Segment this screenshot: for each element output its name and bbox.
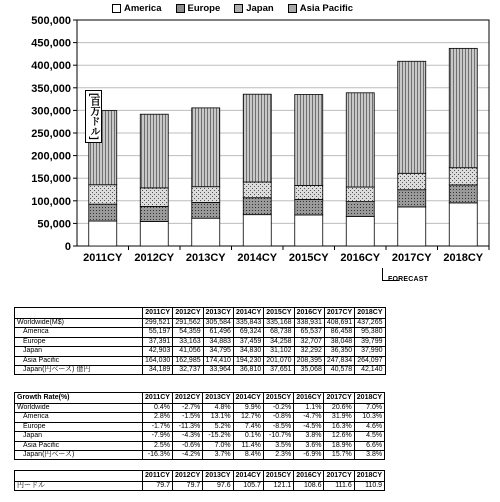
legend-item-america bbox=[112, 3, 162, 14]
table-row bbox=[15, 328, 386, 337]
table-cell: 69,324 bbox=[233, 328, 263, 337]
bar-segment-america bbox=[192, 218, 220, 246]
table-year-header: 2018CY bbox=[355, 308, 385, 319]
table-cell: 437,265 bbox=[355, 319, 385, 328]
table-year-header: 2014CY bbox=[233, 393, 263, 404]
table-cell: -6.9% bbox=[294, 451, 324, 460]
table-year-header: 2011CY bbox=[143, 393, 173, 404]
table-cell: 194,230 bbox=[233, 356, 263, 365]
table-cell: 34,795 bbox=[203, 347, 233, 356]
table-cell: -4.7% bbox=[294, 413, 324, 422]
table-cell: 408,691 bbox=[324, 319, 354, 328]
table-cell: 0.1% bbox=[233, 432, 263, 441]
table-cell: 8.4% bbox=[233, 451, 263, 460]
table-header-row bbox=[15, 471, 385, 482]
table-year-header: 2016CY bbox=[294, 308, 324, 319]
table-cell: 79.7 bbox=[173, 482, 203, 491]
y-tick-label: 50,000 bbox=[37, 218, 71, 231]
bar-segment-asia-pacific bbox=[398, 61, 426, 173]
table-cell: 338,931 bbox=[294, 319, 324, 328]
table-cell: 79.7 bbox=[143, 482, 173, 491]
table-header-label bbox=[15, 471, 143, 482]
y-tick-label: 400,000 bbox=[31, 60, 71, 73]
y-tick-label: 450,000 bbox=[31, 37, 71, 50]
table-row-label: America bbox=[15, 328, 143, 337]
table-row-label: Asia Pacific bbox=[15, 441, 143, 450]
x-tick-label: 2012CY bbox=[134, 252, 175, 264]
table-cell: 34,883 bbox=[203, 337, 233, 346]
table-cell: 4.5% bbox=[354, 432, 384, 441]
table-cell: 6.6% bbox=[354, 441, 384, 450]
bar-segment-japan bbox=[192, 187, 220, 203]
table-year-header: 2016CY bbox=[294, 393, 324, 404]
table-cell: -4.2% bbox=[173, 451, 203, 460]
table-year-header: 2018CY bbox=[354, 393, 384, 404]
table-cell: 1.1% bbox=[294, 404, 324, 413]
table-row-label: America bbox=[15, 413, 143, 422]
table-row-label: Japan bbox=[15, 347, 143, 356]
bar-segment-america bbox=[449, 203, 477, 246]
table-cell: 36,810 bbox=[233, 366, 263, 375]
table-cell: 42,903 bbox=[143, 347, 173, 356]
table-year-header: 2013CY bbox=[203, 393, 233, 404]
bar-segment-america bbox=[398, 207, 426, 246]
y-tick-label: 250,000 bbox=[31, 128, 71, 140]
table-year-header: 2015CY bbox=[263, 393, 293, 404]
table-year-header: 2016CY bbox=[294, 471, 324, 482]
legend-swatch-asia-pacific bbox=[288, 4, 297, 13]
bar-segment-america bbox=[243, 215, 271, 246]
table-cell: 35,068 bbox=[294, 366, 324, 375]
table-cell: 208,395 bbox=[294, 356, 324, 365]
table-year-header: 2017CY bbox=[324, 308, 354, 319]
table-cell: -8.5% bbox=[263, 422, 293, 431]
table-cell: 34,258 bbox=[264, 337, 294, 346]
table-cell: 37,459 bbox=[233, 337, 263, 346]
bar-segment-europe bbox=[140, 206, 168, 221]
table-cell: 54,359 bbox=[173, 328, 203, 337]
bar-segment-europe bbox=[192, 202, 220, 218]
table-row bbox=[15, 404, 385, 413]
table-year-header: 2013CY bbox=[203, 471, 233, 482]
bar-segment-asia-pacific bbox=[192, 108, 220, 187]
table-row bbox=[15, 432, 385, 441]
table-cell: 33,964 bbox=[203, 366, 233, 375]
table-cell: 55,197 bbox=[143, 328, 173, 337]
table-cell: 247,834 bbox=[324, 356, 354, 365]
table-row bbox=[15, 422, 385, 431]
table-cell: 33,163 bbox=[173, 337, 203, 346]
table-cell: 34,830 bbox=[233, 347, 263, 356]
bar-segment-asia-pacific bbox=[295, 95, 323, 186]
table-cell: 16.3% bbox=[324, 422, 354, 431]
table-cell: 7.4% bbox=[233, 422, 263, 431]
table-cell: 162,985 bbox=[173, 356, 203, 365]
table-cell: 3.8% bbox=[294, 432, 324, 441]
table-cell: 3.6% bbox=[294, 441, 324, 450]
bar-segment-europe bbox=[449, 185, 477, 203]
bar-segment-europe bbox=[243, 198, 271, 215]
table-cell: 335,168 bbox=[264, 319, 294, 328]
table-row-label: Japan bbox=[15, 432, 143, 441]
table-cell: 32,707 bbox=[294, 337, 324, 346]
table-cell: 174,410 bbox=[203, 356, 233, 365]
table-cell: 32,292 bbox=[294, 347, 324, 356]
table-cell: 105.7 bbox=[233, 482, 263, 491]
bar-segment-japan bbox=[449, 168, 477, 185]
table-row-label: Europe bbox=[15, 422, 143, 431]
table-cell: 108.6 bbox=[294, 482, 324, 491]
table-cell: 39,799 bbox=[355, 337, 385, 346]
table-cell: -10.7% bbox=[263, 432, 293, 441]
table-cell: 40,578 bbox=[324, 366, 354, 375]
table-cell: 86,458 bbox=[324, 328, 354, 337]
table-year-header: 2012CY bbox=[173, 393, 203, 404]
table-cell: 4.8% bbox=[203, 404, 233, 413]
table-cell: 32,737 bbox=[173, 366, 203, 375]
bar-segment-japan bbox=[346, 187, 374, 202]
x-tick-label: 2013CY bbox=[185, 252, 226, 264]
table-cell: 201,070 bbox=[264, 356, 294, 365]
table-cell: 335,843 bbox=[233, 319, 263, 328]
table-year-header: 2014CY bbox=[233, 471, 263, 482]
table-row-label: 円ードル bbox=[15, 482, 143, 491]
table-row bbox=[15, 451, 385, 460]
chart-legend bbox=[112, 1, 353, 15]
table-row-label: Japan(円ベース) 億円 bbox=[15, 366, 143, 375]
table-year-header: 2018CY bbox=[354, 471, 384, 482]
table-cell: 15.7% bbox=[324, 451, 354, 460]
table-cell: 37,651 bbox=[264, 366, 294, 375]
table-year-header: 2017CY bbox=[324, 393, 354, 404]
table-cell: 10.3% bbox=[354, 413, 384, 422]
table-cell: -4.5% bbox=[294, 422, 324, 431]
table-year-header: 2013CY bbox=[203, 308, 233, 319]
table-row-label: Asia Pacific bbox=[15, 356, 143, 365]
table-cell: 36,350 bbox=[324, 347, 354, 356]
table-row-label: Worldwide bbox=[15, 404, 143, 413]
legend-item-asia-pacific bbox=[288, 3, 353, 14]
legend-swatch-europe bbox=[176, 4, 185, 13]
y-axis-label-wrap bbox=[82, 90, 102, 290]
bar-segment-japan bbox=[243, 182, 271, 198]
table-cell: 3.7% bbox=[203, 451, 233, 460]
table-year-header: 2011CY bbox=[143, 308, 173, 319]
table-cell: 7.0% bbox=[203, 441, 233, 450]
table-cell: 164,030 bbox=[143, 356, 173, 365]
bar-segment-america bbox=[295, 215, 323, 246]
legend-swatch-japan bbox=[234, 4, 243, 13]
table-cell: 2.3% bbox=[263, 451, 293, 460]
y-tick-label: 300,000 bbox=[31, 105, 71, 118]
y-tick-label: 0 bbox=[64, 241, 71, 253]
table-cell: -7.9% bbox=[143, 432, 173, 441]
table-cell: 41,056 bbox=[173, 347, 203, 356]
table-cell: -0.8% bbox=[263, 413, 293, 422]
table-cell: -2.7% bbox=[173, 404, 203, 413]
table-year-header: 2015CY bbox=[264, 308, 294, 319]
x-tick-label: 2015CY bbox=[288, 252, 329, 264]
y-tick-label: 500,000 bbox=[31, 15, 71, 27]
table-cell: 3.5% bbox=[263, 441, 293, 450]
table-year-header: 2014CY bbox=[233, 308, 263, 319]
table-cell: 305,584 bbox=[203, 319, 233, 328]
legend-swatch-america bbox=[112, 4, 121, 13]
table-row bbox=[15, 482, 385, 491]
table-year-header: 2015CY bbox=[263, 471, 293, 482]
bar-segment-japan bbox=[398, 173, 426, 189]
table-row-label: Japan(円ベース) bbox=[15, 451, 143, 460]
table-header-row bbox=[15, 393, 385, 404]
table-header-label bbox=[15, 308, 143, 319]
table-cell: -4.3% bbox=[173, 432, 203, 441]
table-cell: 97.6 bbox=[203, 482, 233, 491]
table-cell: 37,990 bbox=[355, 347, 385, 356]
table-cell: 37,391 bbox=[143, 337, 173, 346]
table-cell: 4.6% bbox=[354, 422, 384, 431]
table-cell: 111.6 bbox=[324, 482, 354, 491]
table-cell: 121.1 bbox=[263, 482, 293, 491]
table-cell: 3.8% bbox=[354, 451, 384, 460]
y-axis-label: [百万ドル] bbox=[85, 90, 102, 143]
table-cell: 42,140 bbox=[355, 366, 385, 375]
table-cell: 2.8% bbox=[143, 413, 173, 422]
legend-item-europe bbox=[176, 3, 221, 14]
bars bbox=[89, 48, 478, 246]
table-year-header: 2017CY bbox=[324, 471, 354, 482]
table-row bbox=[15, 366, 386, 375]
table-cell: 2.5% bbox=[143, 441, 173, 450]
table-row bbox=[15, 319, 386, 328]
x-tick-label: 2016CY bbox=[340, 252, 381, 264]
table-cell: 11.4% bbox=[233, 441, 263, 450]
table-cell: 0.4% bbox=[143, 404, 173, 413]
table-cell: 264,097 bbox=[355, 356, 385, 365]
gridlines bbox=[77, 43, 489, 224]
bar-segment-asia-pacific bbox=[243, 94, 271, 182]
table-cell: 291,562 bbox=[173, 319, 203, 328]
bar-segment-europe bbox=[295, 199, 323, 214]
legend-label-japan: Japan bbox=[246, 2, 274, 14]
bar-segment-america bbox=[140, 221, 168, 246]
table-cell: 12.7% bbox=[233, 413, 263, 422]
table-cell: 68,738 bbox=[264, 328, 294, 337]
x-tick-label: 2018CY bbox=[443, 252, 484, 264]
table-cell: -16.3% bbox=[143, 451, 173, 460]
y-tick-label: 150,000 bbox=[31, 173, 71, 186]
exchange-rate-table bbox=[14, 470, 385, 491]
table-cell: 65,537 bbox=[294, 328, 324, 337]
table-cell: 18.9% bbox=[324, 441, 354, 450]
bar-segment-america bbox=[346, 216, 374, 246]
table-cell: 38,048 bbox=[324, 337, 354, 346]
legend-label-asia-pacific: Asia Pacific bbox=[299, 2, 354, 14]
table-cell: -0.6% bbox=[173, 441, 203, 450]
table-cell: 12.6% bbox=[324, 432, 354, 441]
table-cell: -11.3% bbox=[173, 422, 203, 431]
table-cell: 34,189 bbox=[143, 366, 173, 375]
revenue-table bbox=[14, 307, 386, 375]
table-cell: 31,102 bbox=[264, 347, 294, 356]
bar-segment-asia-pacific bbox=[346, 93, 374, 187]
legend-label-europe: Europe bbox=[187, 2, 221, 14]
table-header-label: Growth Rate(%) bbox=[15, 393, 143, 404]
table-cell: -15.2% bbox=[203, 432, 233, 441]
bar-segment-japan bbox=[140, 188, 168, 207]
table-cell: -0.2% bbox=[263, 404, 293, 413]
table-cell: 20.6% bbox=[324, 404, 354, 413]
table-cell: 9.9% bbox=[233, 404, 263, 413]
y-tick-label: 350,000 bbox=[31, 82, 71, 95]
forecast-label: FORECAST bbox=[388, 276, 429, 283]
x-axis bbox=[83, 246, 489, 264]
table-row bbox=[15, 356, 386, 365]
table-row bbox=[15, 347, 386, 356]
bar-segment-japan bbox=[295, 185, 323, 199]
table-year-header: 2012CY bbox=[173, 471, 203, 482]
table-cell: 61,496 bbox=[203, 328, 233, 337]
x-tick-label: 2011CY bbox=[83, 252, 123, 264]
growth-table bbox=[14, 392, 385, 460]
bar-segment-asia-pacific bbox=[449, 48, 477, 167]
table-year-header: 2012CY bbox=[173, 308, 203, 319]
table-row bbox=[15, 413, 385, 422]
y-tick-label: 100,000 bbox=[31, 195, 71, 208]
table-cell: -1.7% bbox=[143, 422, 173, 431]
table-cell: 31.9% bbox=[324, 413, 354, 422]
table-cell: 299,521 bbox=[143, 319, 173, 328]
table-header-row bbox=[15, 308, 386, 319]
table-cell: -1.5% bbox=[173, 413, 203, 422]
table-cell: 13.1% bbox=[203, 413, 233, 422]
table-cell: 95,380 bbox=[355, 328, 385, 337]
table-cell: 7.0% bbox=[354, 404, 384, 413]
table-cell: 5.2% bbox=[203, 422, 233, 431]
x-tick-label: 2017CY bbox=[391, 252, 432, 264]
table-row-label: Worldwide(M$) bbox=[15, 319, 143, 328]
x-tick-label: 2014CY bbox=[237, 252, 278, 264]
y-tick-label: 200,000 bbox=[31, 150, 71, 163]
table-cell: 110.9 bbox=[354, 482, 384, 491]
table-row bbox=[15, 337, 386, 346]
y-axis bbox=[31, 15, 77, 253]
bar-segment-asia-pacific bbox=[140, 114, 168, 188]
table-year-header: 2011CY bbox=[143, 471, 173, 482]
bar-segment-europe bbox=[398, 190, 426, 207]
legend-label-america: America bbox=[124, 2, 162, 14]
bar-segment-europe bbox=[346, 202, 374, 217]
legend-item-japan bbox=[234, 3, 273, 14]
table-row-label: Europe bbox=[15, 337, 143, 346]
table-row bbox=[15, 441, 385, 450]
